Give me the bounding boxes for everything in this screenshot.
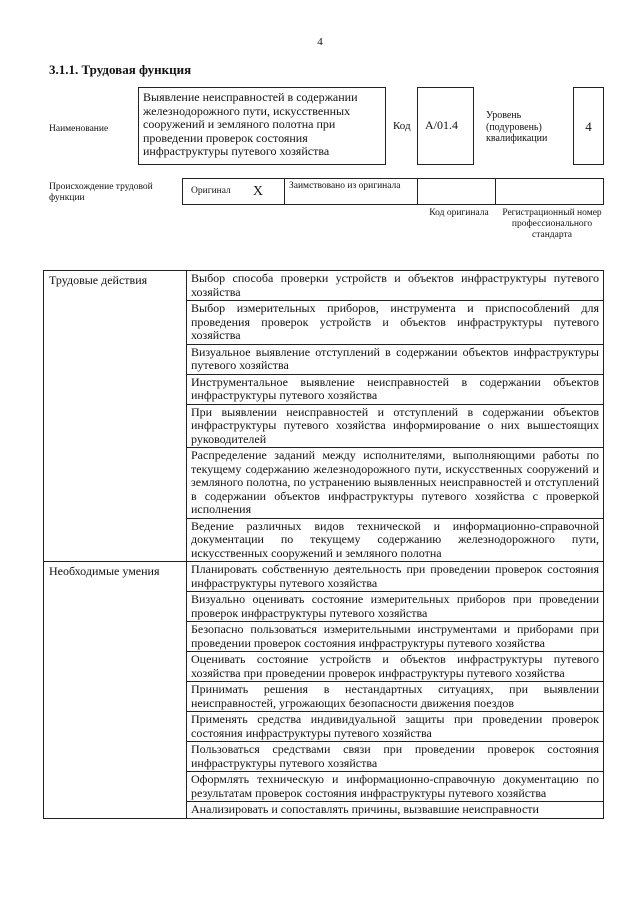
section-item: Выбор способа проверки устройств и объектов инфраструктуры путевого хозяйства	[187, 271, 604, 301]
section-item: Инструментальное выявление неисправностей в содержании объектов инфраструктуры путевого хозяйства	[187, 374, 604, 404]
origin-original-cell	[183, 179, 285, 204]
section-item: Оценивать состояние устройств и объектов инфраструктуры путевого хозяйства при проведении проверок инфраструктуры путевого хозяйства	[187, 652, 604, 682]
function-name-box: Выявление неисправностей в содержании железнодорожного пути, искусственных сооружений и земляного полотна при проведении проверок состояния инфраструктуры путевого хозяйства	[138, 87, 386, 165]
original-mark: X	[252, 183, 263, 199]
section-item: Выбор измерительных приборов, инструмента и приспособлений для проведения проверок устройств и объектов инфраструктуры путевого хозяйства	[187, 301, 604, 345]
section-title: 3.1.1. Трудовая функция	[49, 62, 192, 77]
section-item: Анализировать и сопоставлять причины, вызвавшие неисправности	[187, 802, 604, 819]
section-item: Распределение заданий между исполнителями, выполняющими работы по текущему содержанию железнодорожного пути, искусственных сооружений и земляного полотна, по устранению выявленных неисправностей и отступлений в содержании объектов инфраструктуры путевого хозяйства с проверкой исполнения	[187, 448, 604, 519]
section-item: При выявлении неисправностей и отступлений в содержании объектов инфраструктуры путевого хозяйства информирование о них вышестоящих руководителей	[187, 404, 604, 448]
section-item: Безопасно пользоваться измерительными инструментами и приборами при проведении проверок состояния инфраструктуры путевого хозяйства	[187, 622, 604, 652]
code-original-label: Код оригинала	[429, 208, 489, 218]
name-label: Наименование	[49, 124, 109, 134]
section-category: Необходимые умения	[44, 562, 187, 819]
function-details-table	[43, 270, 604, 819]
table-row	[44, 562, 604, 592]
section-item: Ведение различных видов технической и информационно-справочной документации по текущему содержанию железнодорожного пути, искусственных сооружений и земляного полотна	[187, 518, 604, 562]
section-item: Пользоваться средствами связи при проведении проверок состояния инфраструктуры путевого хозяйства	[187, 742, 604, 772]
page-number: 4	[317, 36, 323, 48]
section-item: Принимать решения в нестандартных ситуациях, при выявлении неисправностей, угрожающих безопасности движения поездов	[187, 682, 604, 712]
level-label: Уровень (подуровень) квалификации	[486, 110, 548, 144]
reg-number-label: Регистрационный номер профессионального стандарта	[502, 208, 602, 240]
code-value-box: А/01.4	[417, 87, 474, 165]
section-category: Трудовые действия	[44, 271, 187, 562]
section-item: Применять средства индивидуальной защиты при проведении проверок состояния инфраструктуры путевого хозяйства	[187, 712, 604, 742]
section-item: Планировать собственную деятельность при проведении проверок состояния инфраструктуры путевого хозяйства	[187, 562, 604, 592]
origin-table	[182, 178, 604, 205]
origin-label: Происхождение трудовой функции	[49, 182, 153, 203]
origin-reg-cell	[496, 179, 603, 204]
table-row	[44, 271, 604, 301]
original-label: Оригинал	[191, 186, 231, 196]
section-item: Визуальное выявление отступлений в содержании объектов инфраструктуры путевого хозяйства	[187, 344, 604, 374]
section-item: Оформлять техническую и информационно-справочную документацию по результатам проверок состояния инфраструктуры путевого хозяйства	[187, 772, 604, 802]
level-value-box: 4	[573, 87, 604, 165]
section-item: Визуально оценивать состояние измерительных приборов при проведении проверок инфраструктуры путевого хозяйства	[187, 592, 604, 622]
code-label: Код	[393, 120, 411, 132]
origin-code-cell	[418, 179, 496, 204]
borrowed-label: Заимствовано из оригинала	[285, 179, 418, 204]
